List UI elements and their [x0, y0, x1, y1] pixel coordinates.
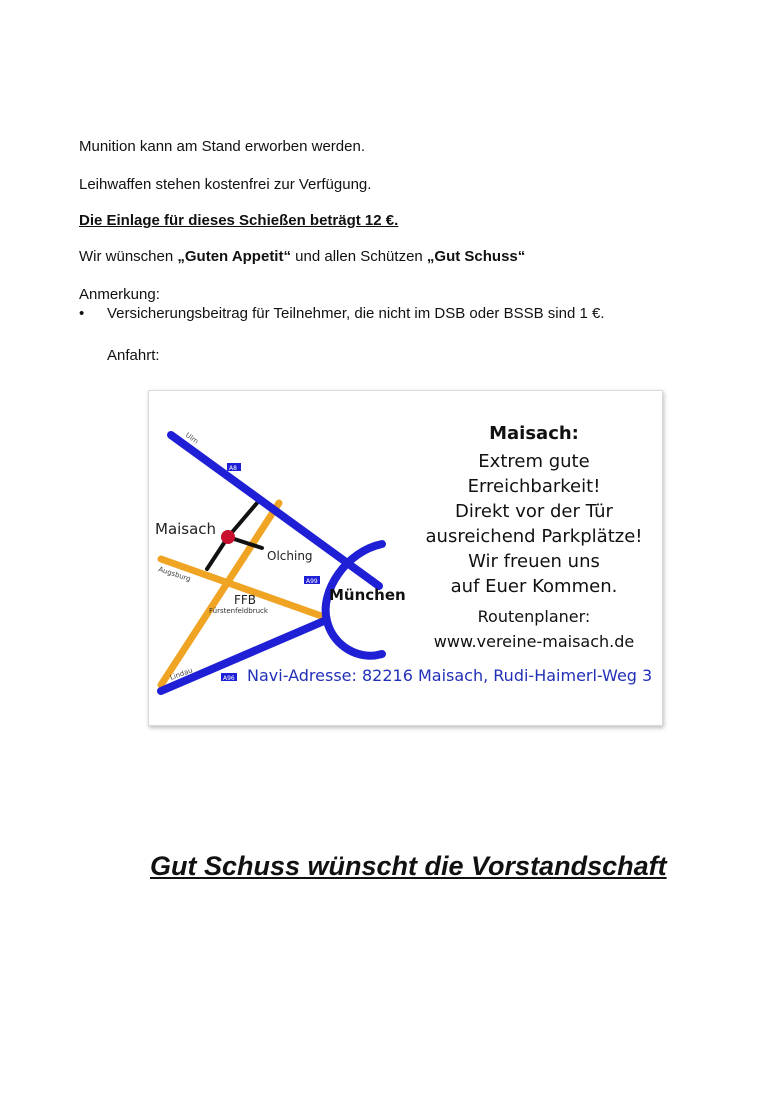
- bullet-versicherung: Versicherungsbeitrag für Teilnehmer, die nicht im DSB oder BSSB sind 1 €.: [107, 305, 605, 322]
- card-line-4: ausreichend Parkplätze!: [425, 526, 643, 547]
- label-ffb: FFB: [234, 593, 257, 607]
- wish-prefix: Wir wünschen: [79, 248, 178, 265]
- card-line-6: auf Euer Kommen.: [450, 576, 618, 597]
- paragraph-wish: [79, 248, 525, 266]
- card-line-8: www.vereine-maisach.de: [433, 632, 635, 651]
- label-a96: A96: [223, 675, 235, 682]
- navi-address: Navi-Adresse: 82216 Maisach, Rudi-Haimerl-Weg 3: [247, 666, 653, 685]
- card-line-7: Routenplaner:: [477, 607, 591, 626]
- bullet-glyph: •: [79, 305, 85, 322]
- maisach-marker-icon: [221, 530, 235, 544]
- card-line-3: Direkt vor der Tür: [455, 501, 613, 522]
- directions-card: [148, 390, 663, 726]
- label-ulm: Ulm: [183, 431, 200, 446]
- label-a8: A8: [229, 465, 237, 472]
- label-olching: Olching: [267, 549, 313, 563]
- paragraph-anmerkung: Anmerkung:: [79, 286, 160, 303]
- paragraph-einlage: Die Einlage für dieses Schießen beträgt 12 €.: [79, 212, 399, 229]
- card-line-1: Extrem gute: [478, 451, 590, 472]
- card-line-5: Wir freuen uns: [468, 551, 600, 572]
- paragraph-leihwaffen: Leihwaffen stehen kostenfrei zur Verfügung.: [79, 176, 372, 193]
- footer-greeting: Gut Schuss wünscht die Vorstandschaft: [150, 851, 667, 881]
- label-a99: A99: [306, 578, 318, 585]
- card-title: Maisach:: [489, 423, 579, 444]
- label-maisach: Maisach: [155, 520, 217, 538]
- label-fuerstenfeldbruck: Fürstenfeldbruck: [209, 607, 268, 615]
- wish-gut-schuss: „Gut Schuss“: [426, 248, 526, 265]
- paragraph-munition: Munition kann am Stand erworben werden.: [79, 138, 365, 155]
- wish-guten-appetit: „Guten Appetit“: [177, 248, 291, 265]
- card-line-2: Erreichbarkeit!: [467, 476, 601, 497]
- wish-middle: und allen Schützen: [290, 248, 427, 265]
- label-augsburg: Augsburg: [157, 565, 192, 584]
- label-muenchen: München: [329, 586, 406, 604]
- label-lindau: Lindau: [168, 666, 194, 682]
- paragraph-anfahrt: Anfahrt:: [107, 347, 160, 364]
